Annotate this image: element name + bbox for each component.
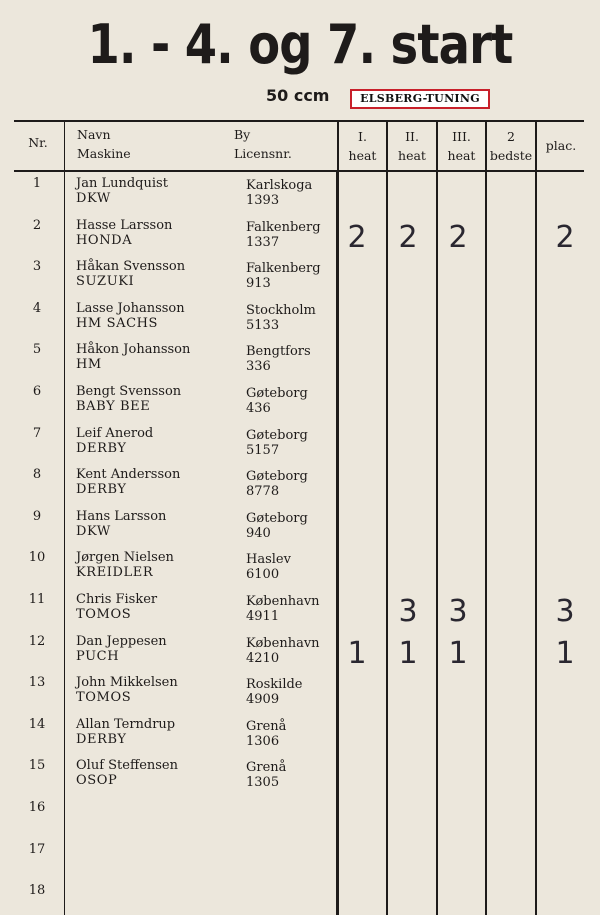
handwritten-h3: 2	[448, 220, 468, 255]
row-number: 15	[28, 758, 46, 773]
rider-machine: DKW	[76, 524, 111, 539]
row-number: 6	[32, 384, 42, 399]
header-by: By	[234, 127, 251, 142]
header-nr: Nr.	[28, 135, 48, 150]
row-number: 11	[28, 592, 46, 607]
row-number: 16	[28, 800, 46, 815]
row-number: 17	[28, 842, 46, 857]
rider-name: Håkon Johansson	[76, 342, 191, 357]
handwritten-h3: 1	[448, 636, 468, 671]
rider-city: Stockholm	[246, 303, 316, 318]
rider-name: Oluf Steffensen	[76, 758, 178, 773]
rider-city: Falkenberg	[246, 261, 321, 276]
header-heat1-num: I.	[358, 129, 367, 144]
rider-machine: DERBY	[76, 732, 127, 747]
rider-license: 8778	[246, 484, 280, 499]
rider-license: 940	[246, 526, 271, 541]
row-number: 10	[28, 550, 46, 565]
handwritten-plac: 3	[555, 594, 575, 629]
rider-machine: HM SACHS	[76, 316, 159, 331]
rider-machine: DKW	[76, 191, 111, 206]
rider-name: Leif Anerod	[76, 426, 154, 441]
rider-name: John Mikkelsen	[76, 675, 178, 690]
rider-name: Hasse Larsson	[76, 218, 173, 233]
row-number: 5	[32, 342, 42, 357]
header-best-num: 2	[507, 129, 515, 144]
col-rule-plac	[535, 120, 537, 915]
sponsor-badge: ELSBERG-TUNING	[350, 89, 490, 109]
rider-name: Hans Larsson	[76, 509, 167, 524]
rider-license: 4911	[246, 609, 280, 624]
rider-name: Chris Fisker	[76, 592, 158, 607]
header-plac: plac.	[545, 138, 577, 153]
rider-license: 336	[246, 359, 271, 374]
header-navn: Navn	[77, 127, 111, 142]
header-heat3-label: heat	[447, 148, 476, 163]
handwritten-h2: 3	[398, 594, 418, 629]
rider-city: København	[246, 594, 320, 609]
row-number: 12	[28, 634, 46, 649]
header-heat3-num: III.	[452, 129, 471, 144]
handwritten-h2: 2	[398, 220, 418, 255]
rider-license: 1306	[246, 734, 280, 749]
rider-city: Gøteborg	[246, 511, 308, 526]
header-heat1-label: heat	[348, 148, 377, 163]
rider-name: Jørgen Nielsen	[76, 550, 174, 565]
rider-license: 436	[246, 401, 271, 416]
rider-name: Dan Jeppesen	[76, 634, 167, 649]
rider-machine: PUCH	[76, 649, 120, 664]
rider-machine: DERBY	[76, 441, 127, 456]
rider-name: Lasse Johansson	[76, 301, 185, 316]
rider-name: Jan Lundquist	[76, 176, 168, 191]
class-label: 50 ccm	[266, 86, 330, 105]
rider-city: Bengtfors	[246, 344, 311, 359]
rider-license: 5133	[246, 318, 280, 333]
rider-city: Gøteborg	[246, 428, 308, 443]
rider-machine: SUZUKI	[76, 274, 135, 289]
header-heat2-label: heat	[398, 148, 426, 163]
rider-city: Gøteborg	[246, 386, 308, 401]
rider-license: 1393	[246, 193, 280, 208]
rider-city: Gøteborg	[246, 469, 308, 484]
rider-license: 4909	[246, 692, 280, 707]
rider-machine: TOMOS	[76, 690, 132, 705]
row-number: 2	[32, 218, 42, 233]
rider-license: 4210	[246, 651, 280, 666]
handwritten-plac: 1	[555, 636, 575, 671]
header-licens: Licensnr.	[234, 146, 292, 161]
rider-city: Falkenberg	[246, 220, 321, 235]
row-number: 7	[32, 426, 42, 441]
row-number: 3	[32, 259, 42, 274]
handwritten-h1: 2	[347, 220, 367, 255]
rider-city: Grenå	[246, 719, 287, 734]
row-number: 9	[32, 509, 42, 524]
handwritten-h3: 3	[448, 594, 468, 629]
header-heat2-num: II.	[405, 129, 419, 144]
rider-city: Haslev	[246, 552, 291, 567]
rider-license: 1305	[246, 775, 280, 790]
rider-name: Allan Terndrup	[76, 717, 176, 732]
rider-machine: KREIDLER	[76, 565, 154, 580]
row-number: 14	[28, 717, 46, 732]
handwritten-h1: 1	[347, 636, 367, 671]
header-maskine: Maskine	[77, 146, 131, 161]
row-number: 8	[32, 467, 42, 482]
rider-name: Bengt Svensson	[76, 384, 182, 399]
rider-city: Grenå	[246, 760, 287, 775]
rider-license: 5157	[246, 443, 280, 458]
row-number: 4	[32, 301, 42, 316]
rider-machine: HM	[76, 357, 102, 372]
rider-license: 6100	[246, 567, 280, 582]
row-number: 13	[28, 675, 46, 690]
header-best-label: bedste	[489, 148, 533, 163]
handwritten-h2: 1	[398, 636, 418, 671]
row-number: 1	[32, 176, 42, 191]
rider-name: Håkan Svensson	[76, 259, 186, 274]
rider-city: København	[246, 636, 320, 651]
row-number: 18	[28, 883, 46, 898]
table-top-rule	[14, 120, 584, 122]
rider-license: 1337	[246, 235, 280, 250]
rider-license: 913	[246, 276, 271, 291]
rider-machine: HONDA	[76, 233, 133, 248]
col-rule-nr	[64, 120, 65, 915]
col-rule-best	[485, 120, 487, 915]
rider-city: Karlskoga	[246, 178, 313, 193]
rider-machine: BABY BEE	[76, 399, 151, 414]
rider-machine: TOMOS	[76, 607, 132, 622]
rider-city: Roskilde	[246, 677, 303, 692]
rider-machine: DERBY	[76, 482, 127, 497]
rider-machine: OSOP	[76, 773, 118, 788]
handwritten-plac: 2	[555, 220, 575, 255]
page-title: 1. - 4. og 7. start	[87, 13, 513, 76]
rider-name: Kent Andersson	[76, 467, 181, 482]
header-bottom-rule	[14, 170, 584, 172]
